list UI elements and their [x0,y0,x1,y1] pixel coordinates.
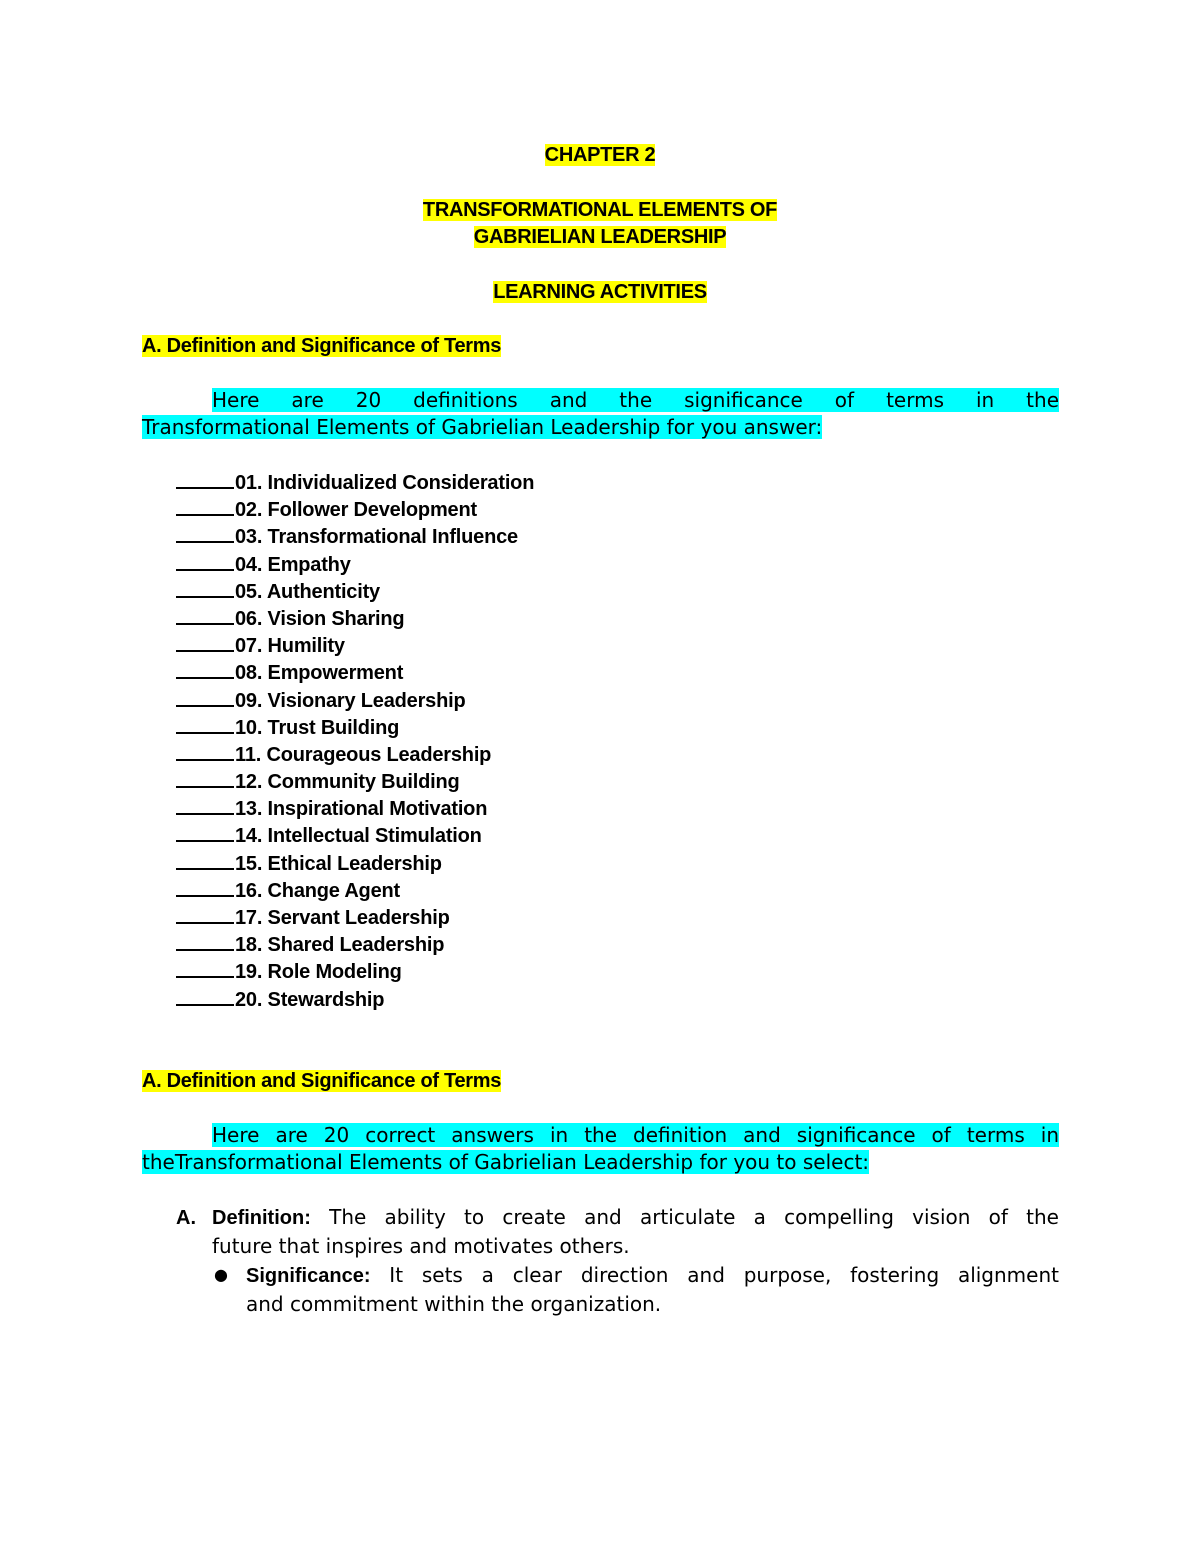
term-label: 07. Humility [235,635,345,658]
term-label: 19. Role Modeling [235,961,402,984]
term-item [176,986,534,1013]
answer-blank[interactable] [176,877,234,897]
answer-marker: A. [176,1207,196,1229]
term-item [176,768,534,795]
significance-text1: It sets a clear direction and purpose, fostering alignment [370,1263,1059,1287]
answer-blank[interactable] [176,850,234,870]
answer-blank[interactable] [176,714,234,734]
term-item [176,714,534,741]
section1-intro-text2: Transformational Elements of Gabrielian Leadership for you answer: [142,415,823,439]
section1-heading [142,333,501,359]
answer-blank[interactable] [176,605,234,625]
term-label: 08. Empowerment [235,662,404,685]
chapter-text: CHAPTER 2 [544,144,656,166]
answer-item-a [176,1203,1059,1260]
term-label: 18. Shared Leadership [235,934,445,957]
significance-line1 [214,1261,1059,1290]
term-label: 20. Stewardship [235,988,385,1011]
section2-intro-line1 [142,1122,1059,1149]
term-item [176,659,534,686]
term-item [176,687,534,714]
term-item [176,931,534,958]
chapter-title-text-2: GABRIELIAN LEADERSHIP [473,226,727,248]
term-label: 02. Follower Development [235,499,477,522]
section1-intro-line1 [142,387,1059,414]
significance-label: Significance: [246,1265,371,1287]
learning-activities-heading [0,279,1200,305]
answer-blank[interactable] [176,523,234,543]
term-item [176,551,534,578]
term-list [176,469,534,1013]
term-label: 06. Vision Sharing [235,607,405,630]
chapter-title-line1 [0,197,1200,223]
chapter-title-text-1: TRANSFORMATIONAL ELEMENTS OF [422,199,778,221]
answer-blank[interactable] [176,822,234,842]
answer-blank[interactable] [176,496,234,516]
answer-blank[interactable] [176,904,234,924]
significance-item [214,1261,1059,1318]
term-item [176,523,534,550]
term-label: 05. Authenticity [235,580,380,603]
term-item [176,578,534,605]
term-label: 12. Community Building [235,771,460,794]
answer-blank[interactable] [176,741,234,761]
term-item [176,795,534,822]
learning-activities-text: LEARNING ACTIVITIES [493,281,707,303]
answer-blank[interactable] [176,469,234,489]
answer-blank[interactable] [176,795,234,815]
definition-text1: The ability to create and articulate a compelling vision of the [310,1205,1059,1229]
term-item [176,904,534,931]
term-label: 16. Change Agent [235,879,400,902]
section1-heading-text: A. Definition and Significance of Terms [142,335,502,357]
definition-line1 [176,1203,1059,1232]
term-item [176,741,534,768]
definition-label: Definition: [212,1207,311,1229]
term-item [176,850,534,877]
answer-blank[interactable] [176,632,234,652]
term-item [176,496,534,523]
term-label: 13. Inspirational Motivation [235,798,488,821]
term-label: 15. Ethical Leadership [235,852,442,875]
term-label: 14. Intellectual Stimulation [235,825,482,848]
term-label: 04. Empathy [235,553,351,576]
answer-blank[interactable] [176,578,234,598]
term-label: 11. Courageous Leadership [235,743,492,766]
section1-intro-line2 [142,414,1059,441]
term-item [176,877,534,904]
section2-intro-text2: theTransformational Elements of Gabrielian Leadership for you to select: [142,1150,870,1174]
term-item [176,605,534,632]
term-item [176,822,534,849]
chapter-label [0,142,1200,168]
section1-intro [142,387,1059,441]
answer-blank[interactable] [176,659,234,679]
section2-heading-text: A. Definition and Significance of Terms [142,1070,502,1092]
section1-intro-text1: Here are 20 definitions and the significance of terms in the [212,388,1059,412]
section2-heading [142,1068,501,1094]
answer-blank[interactable] [176,986,234,1006]
term-label: 03. Transformational Influence [235,526,518,549]
term-label: 09. Visionary Leadership [235,689,466,712]
bullet-icon: ● [214,1265,228,1284]
chapter-title-line2 [0,224,1200,250]
answer-blank[interactable] [176,958,234,978]
significance-line2: and commitment within the organization. [246,1292,662,1316]
section2-intro-text1: Here are 20 correct answers in the definition and significance of terms in [212,1123,1059,1147]
term-item [176,958,534,985]
answer-blank[interactable] [176,687,234,707]
section2-intro [142,1122,1059,1176]
answer-blank[interactable] [176,551,234,571]
term-label: 01. Individualized Consideration [235,472,535,494]
term-label: 17. Servant Leadership [235,907,450,929]
answer-blank[interactable] [176,768,234,788]
definition-line2: future that inspires and motivates others. [212,1234,630,1258]
section2-intro-line2 [142,1149,1059,1176]
term-label: 10. Trust Building [235,716,400,739]
answer-blank[interactable] [176,931,234,951]
term-item [176,632,534,659]
term-item [176,469,534,496]
